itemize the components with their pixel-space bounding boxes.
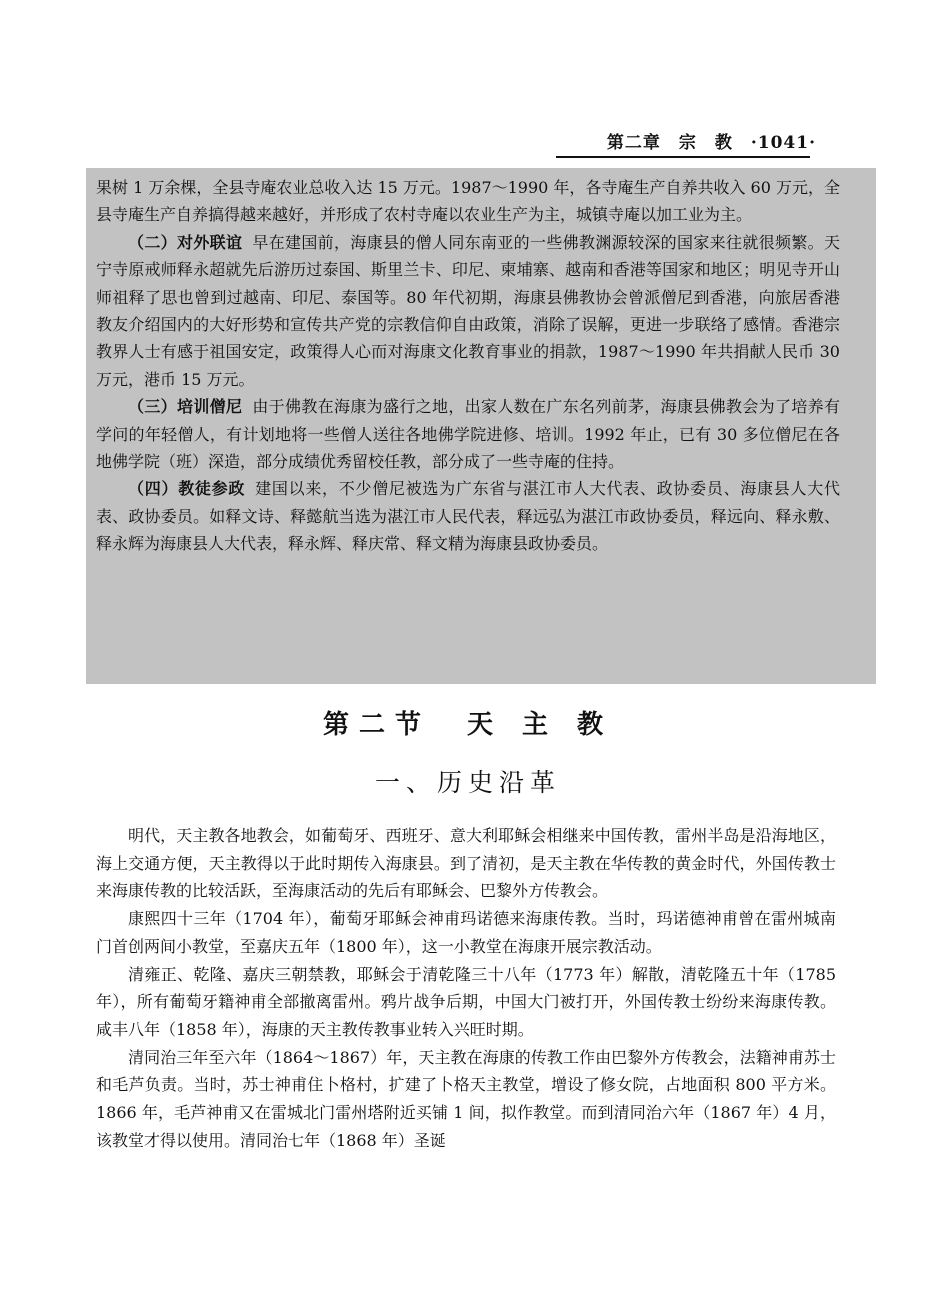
highlighted-text-content: [96, 174, 840, 558]
paragraph-text: 由于佛教在海康为盛行之地，出家人数在广东名列前茅，海康县佛教会为了培养有学问的年轻僧人，有计划地将一些僧人送往各地佛学院进修、培训。1992 年止，已有 30 多位僧尼在各地佛学院（班）深造，部分成绩优秀留校任教，部分成了一些寺庵的住持。: [96, 397, 840, 472]
paragraph-heading: （二）对外联谊: [128, 232, 243, 252]
paragraph: 清同治三年至六年（1864～1867）年，天主教在海康的传教工作由巴黎外方传教会，法籍神甫苏士和毛芦负责。当时，苏士神甫住卜格村，扩建了卜格天主教堂，增设了修女院，占地面积 800 平方米。1866 年，毛芦神甫又在雷城北门雷州塔附近买铺 1 间，拟作教堂。而到清同治六年（1867 年）4 月，该教堂才得以使用。清同治七年（1868 年）圣诞: [96, 1047, 836, 1150]
paragraph: 明代，天主教各地教会，如葡萄牙、西班牙、意大利耶稣会相继来中国传教，雷州半岛是沿海地区，海上交通方便，天主教得以于此时期传入海康县。到了清初，是天主教在华传教的黄金时代，外国传教士来海康传教的比较活跃，至海康活动的先后有耶稣会、巴黎外方传教会。: [96, 826, 836, 901]
highlighted-text-block: [86, 168, 876, 684]
body-text: [96, 822, 836, 1154]
header-rule: [556, 156, 810, 158]
paragraph: [96, 393, 840, 475]
paragraph-text: 建国以来，不少僧尼被选为广东省与湛江市人大代表、政协委员、海康县人大代表、政协委员。如释文诗、释懿航当选为湛江市人民代表，释远弘为湛江市政协委员，释远向、释永敷、释永辉为海康县人大代表，释永辉、释庆常、释文精为海康县政协委员。: [96, 479, 840, 554]
paragraph: 果树 1 万余棵，全县寺庵农业总收入达 15 万元。1987～1990 年，各寺庵生产自养共收入 60 万元，全县寺庵生产自养搞得越来越好，并形成了农村寺庵以农业生产为主，城镇寺庵以加工业为主。: [96, 178, 840, 225]
running-header: 第二章 宗 教 ·1041·: [606, 133, 816, 153]
paragraph-heading: （四）教徒参政: [128, 479, 246, 499]
paragraph-heading: （三）培训僧尼: [128, 397, 243, 417]
paragraph: 康熙四十三年（1704 年），葡萄牙耶稣会神甫玛诺德来海康传教。当时，玛诺德神甫曾在雷州城南门首创两间小教堂，至嘉庆五年（1800 年），这一小教堂在海康开展宗教活动。: [96, 909, 836, 956]
paragraph-text: 早在建国前，海康县的僧人同东南亚的一些佛教渊源较深的国家来往就很频繁。天宁寺原戒师释永超就先后游历过泰国、斯里兰卡、印尼、柬埔寨、越南和香港等国家和地区；明见寺开山师祖释了思也曾到过越南、印尼、泰国等。80 年代初期，海康县佛教协会曾派僧尼到香港，向旅居香港教友介绍国内的大好形势和宣传共产党的宗教信仰自由政策，消除了误解，更进一步联络了感情。香港宗教界人士有感于祖国安定，政策得人心而对海康文化教育事业的捐款，1987～1990 年共捐献人民币 30 万元，港币 15 万元。: [96, 232, 840, 389]
paragraph: 清雍正、乾隆、嘉庆三朝禁教，耶稣会于清乾隆三十八年（1773 年）解散，清乾隆五十年（1785 年），所有葡萄牙籍神甫全部撤离雷州。鸦片战争后期，中国大门被打开，外国传教士纷纷来海康传教。咸丰八年（1858 年），海康的天主教传教事业转入兴旺时期。: [96, 964, 836, 1039]
section-title: 第二节 天 主 教: [322, 710, 614, 740]
paragraph: [96, 475, 840, 557]
subsection-title: 一、历史沿革: [374, 768, 561, 797]
paragraph: [96, 229, 840, 393]
